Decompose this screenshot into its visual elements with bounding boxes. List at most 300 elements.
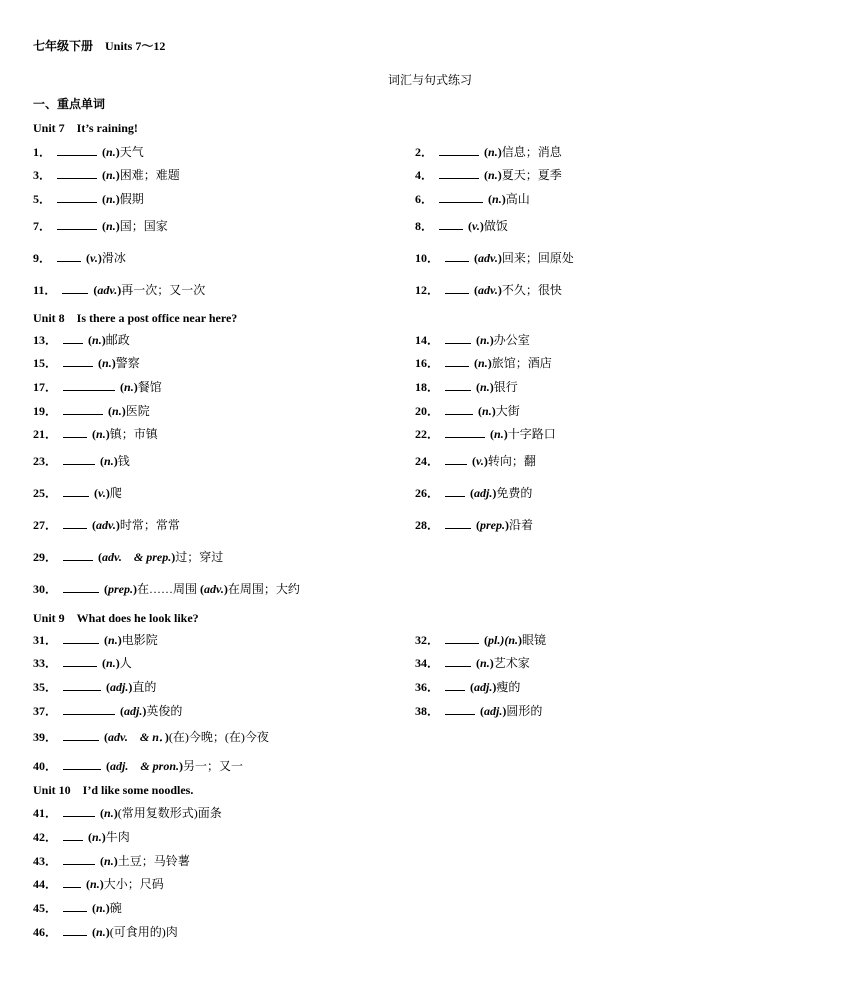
open-paren: ( (85, 333, 93, 347)
item-number: 10． (415, 251, 440, 265)
close-paren: ) (105, 427, 110, 441)
open-paren: ( (91, 486, 99, 500)
part-of-speech: adv. (478, 283, 498, 297)
open-paren: ( (467, 486, 475, 500)
vocab-item (33, 828, 130, 845)
open-paren: ( (473, 656, 481, 670)
part-of-speech: prep. (480, 518, 506, 532)
close-paren: ) (105, 486, 110, 500)
answer-blank[interactable] (63, 518, 87, 529)
definition: 大小；尺码 (103, 877, 164, 891)
item-number: 22． (415, 427, 440, 441)
item-number: 39． (33, 730, 58, 744)
close-paren: ) (115, 168, 120, 182)
answer-blank[interactable] (445, 656, 471, 667)
part-of-speech: n. (478, 356, 488, 370)
part-of-speech: n. (92, 333, 102, 347)
close-paren: ) (111, 356, 116, 370)
close-paren: ) (117, 633, 122, 647)
vocab-item (33, 281, 205, 298)
definition: 艺术家 (493, 656, 530, 670)
item-number: 30． (33, 582, 58, 596)
open-paren: ( (103, 759, 111, 773)
part-of-speech: n. (104, 854, 114, 868)
definition: 银行 (493, 380, 518, 394)
close-paren: ) (133, 582, 138, 596)
answer-blank[interactable] (57, 251, 81, 262)
definition: (常用复数形式)面条 (117, 806, 222, 820)
open-paren: ( (465, 219, 473, 233)
part-of-speech: n. (104, 454, 114, 468)
answer-blank[interactable] (63, 730, 99, 741)
part-of-speech: n. (112, 404, 122, 418)
answer-blank[interactable] (445, 251, 469, 262)
part-of-speech: adj. (124, 704, 143, 718)
item-number: 7． (33, 219, 52, 233)
close-paren: ) (115, 518, 120, 532)
part-of-speech: n. (108, 633, 118, 647)
item-number: 1． (33, 145, 52, 159)
answer-blank[interactable] (445, 680, 465, 691)
answer-blank[interactable] (63, 582, 99, 593)
answer-blank[interactable] (63, 427, 87, 438)
part-of-speech: adv. & prep. (102, 550, 172, 564)
vocab-item (33, 923, 178, 940)
definition: 在周围；大约 (227, 582, 300, 596)
open-paren: ( (89, 427, 97, 441)
unit-heading-10: Unit 10 I’d like some noodles. (33, 783, 194, 797)
answer-blank[interactable] (57, 192, 97, 203)
open-paren: ( (99, 145, 107, 159)
open-paren: ( (101, 582, 109, 596)
answer-blank[interactable] (62, 283, 88, 294)
part-of-speech: adv. (97, 283, 118, 297)
open-paren: ( (83, 251, 91, 265)
open-paren: ( (95, 356, 103, 370)
close-paren: ) (115, 219, 120, 233)
definition: 回来；回原处 (501, 251, 574, 265)
vocab-item (33, 702, 182, 719)
part-of-speech: n. (480, 656, 490, 670)
close-paren: ) (489, 380, 494, 394)
item-number: 31． (33, 633, 58, 647)
vocab-item (415, 484, 532, 501)
answer-blank[interactable] (439, 168, 479, 179)
vocab-item (415, 425, 556, 442)
open-paren: ( (105, 404, 113, 418)
definition: 镇；市镇 (109, 427, 158, 441)
open-paren: ( (95, 550, 103, 564)
item-number: 29． (33, 550, 58, 564)
part-of-speech: n. (124, 380, 134, 394)
part-of-speech: n. (480, 380, 490, 394)
item-number: 44． (33, 877, 58, 891)
open-paren: ( (103, 680, 111, 694)
item-number: 15． (33, 356, 58, 370)
part-of-speech: pl.)(n. (488, 633, 519, 647)
vocab-item (415, 631, 546, 648)
answer-blank[interactable] (63, 486, 89, 497)
answer-blank[interactable] (445, 404, 473, 415)
part-of-speech: n. (488, 145, 498, 159)
item-number: 6． (415, 192, 434, 206)
item-number: 24． (415, 454, 440, 468)
part-of-speech: n. (104, 806, 114, 820)
answer-blank[interactable] (445, 704, 475, 715)
open-paren: ( (97, 806, 105, 820)
open-paren: ( (99, 656, 107, 670)
definition: 钱 (117, 454, 130, 468)
answer-blank[interactable] (57, 168, 97, 179)
vocab-item (33, 516, 180, 533)
item-number: 2． (415, 145, 434, 159)
answer-blank[interactable] (63, 333, 83, 344)
definition: 圆形的 (506, 704, 543, 718)
definition: 另一；又一 (183, 759, 244, 773)
vocab-item (33, 378, 162, 395)
answer-blank[interactable] (63, 633, 99, 644)
open-paren: ( (99, 219, 107, 233)
definition: 爬 (109, 486, 122, 500)
part-of-speech: n. (482, 404, 492, 418)
part-of-speech: n. (480, 333, 490, 347)
answer-blank[interactable] (63, 759, 101, 770)
open-paren: ( (487, 427, 495, 441)
vocab-item (33, 402, 150, 419)
close-paren: ) (492, 680, 497, 694)
answer-blank[interactable] (57, 145, 97, 156)
part-of-speech: n. (92, 830, 102, 844)
answer-blank[interactable] (439, 192, 483, 203)
open-paren: ( (97, 454, 105, 468)
close-paren: ) (128, 680, 133, 694)
open-paren: ( (471, 283, 479, 297)
definition: 再一次；又一次 (121, 283, 206, 297)
close-paren: ) (518, 633, 523, 647)
vocab-item (415, 702, 542, 719)
answer-blank[interactable] (445, 486, 465, 497)
vocab-item (33, 425, 158, 442)
item-number: 9． (33, 251, 52, 265)
vocab-item (415, 654, 530, 671)
definition: 国；国家 (119, 219, 168, 233)
close-paren: ) (487, 356, 492, 370)
part-of-speech: n. (106, 192, 116, 206)
vocab-item (33, 728, 269, 745)
open-paren: ( (473, 518, 481, 532)
answer-blank[interactable] (63, 901, 87, 912)
item-number: 42． (33, 830, 58, 844)
item-number: 46． (33, 925, 58, 939)
definition: (可食用的)肉 (109, 925, 178, 939)
answer-blank[interactable] (445, 333, 471, 344)
item-number: 41． (33, 806, 58, 820)
vocab-item (33, 484, 122, 501)
part-of-speech: n. (494, 427, 504, 441)
definition: 天气 (119, 145, 144, 159)
definition: 沿着 (509, 518, 534, 532)
vocab-item (415, 249, 574, 266)
answer-blank[interactable] (445, 633, 479, 644)
vocab-item (33, 452, 130, 469)
definition: 困难；难题 (119, 168, 180, 182)
definition: 土豆；马铃薯 (117, 854, 190, 868)
item-number: 21． (33, 427, 58, 441)
item-number: 8． (415, 219, 434, 233)
open-paren: ( (97, 854, 105, 868)
open-paren: ( (89, 925, 97, 939)
open-paren: ( (471, 251, 479, 265)
item-number: 43． (33, 854, 58, 868)
item-number: 13． (33, 333, 58, 347)
vocab-item (415, 678, 520, 695)
part-of-speech: v. (476, 454, 484, 468)
definition: 十字路口 (507, 427, 556, 441)
item-number: 37． (33, 704, 58, 718)
open-paren: ( (90, 283, 98, 297)
answer-blank[interactable] (63, 854, 95, 865)
close-paren: ) (223, 582, 228, 596)
close-paren: ) (489, 656, 494, 670)
answer-blank[interactable] (63, 704, 115, 715)
vocab-item (415, 402, 520, 419)
answer-blank[interactable] (445, 454, 467, 465)
part-of-speech: n. (492, 192, 502, 206)
section-heading: 一、重点单词 (33, 97, 106, 111)
answer-blank[interactable] (63, 806, 95, 817)
item-number: 18． (415, 380, 440, 394)
answer-blank[interactable] (445, 283, 469, 294)
vocab-item (415, 166, 562, 183)
part-of-speech: n. (90, 877, 100, 891)
close-paren: ) (115, 145, 120, 159)
vocab-item (415, 354, 552, 371)
definition: 瘦的 (496, 680, 521, 694)
part-of-speech: adj. (474, 486, 493, 500)
unit-heading-7: Unit 7 It’s raining! (33, 121, 138, 135)
page-header: 七年级下册 Units 7～12 (33, 39, 166, 53)
open-paren: ( (469, 454, 477, 468)
part-of-speech: v. (472, 219, 480, 233)
vocab-item (415, 452, 536, 469)
part-of-speech: n. (96, 925, 106, 939)
close-paren: ) (497, 145, 502, 159)
part-of-speech: adv. (204, 582, 224, 596)
item-number: 20． (415, 404, 440, 418)
vocab-item (33, 190, 144, 207)
close-paren: ) (483, 454, 488, 468)
vocab-item (33, 143, 144, 160)
definition: 邮政 (105, 333, 130, 347)
item-number: 23． (33, 454, 58, 468)
open-paren: ( (481, 168, 489, 182)
close-paren: ) (101, 333, 106, 347)
item-number: 32． (415, 633, 440, 647)
open-paren: ( (117, 704, 125, 718)
close-paren: ) (479, 219, 484, 233)
vocab-item (33, 852, 190, 869)
item-number: 36． (415, 680, 440, 694)
answer-blank[interactable] (63, 877, 81, 888)
definition: 餐馆 (137, 380, 162, 394)
close-paren: ) (97, 251, 102, 265)
answer-blank[interactable] (63, 454, 95, 465)
vocab-item (33, 548, 223, 565)
close-paren: ) (492, 486, 497, 500)
page-title: 词汇与句式练习 (387, 73, 472, 87)
item-number: 35． (33, 680, 58, 694)
item-number: 11． (33, 283, 57, 297)
item-number: 34． (415, 656, 440, 670)
open-paren: ( (471, 356, 479, 370)
close-paren: ) (491, 404, 496, 418)
open-paren: ( (467, 680, 475, 694)
open-paren: ( (477, 704, 485, 718)
part-of-speech: v. (90, 251, 98, 265)
definition: 办公室 (493, 333, 530, 347)
definition: 时常；常常 (119, 518, 180, 532)
answer-blank[interactable] (63, 830, 83, 841)
answer-blank[interactable] (439, 219, 463, 230)
part-of-speech: adj. (474, 680, 493, 694)
definition: 旅馆；酒店 (491, 356, 552, 370)
answer-blank[interactable] (445, 427, 485, 438)
open-paren: ( (481, 145, 489, 159)
close-paren: ) (505, 518, 510, 532)
vocab-item (33, 875, 164, 892)
vocab-item (415, 190, 530, 207)
definition: 牛肉 (105, 830, 130, 844)
definition: 医院 (125, 404, 150, 418)
close-paren: ) (105, 901, 110, 915)
vocab-item (33, 678, 156, 695)
part-of-speech: adj. (110, 680, 129, 694)
part-of-speech: n. (102, 356, 112, 370)
part-of-speech: adj. & pron. (110, 759, 180, 773)
close-paren: ) (502, 704, 507, 718)
definition: 转向；翻 (487, 454, 536, 468)
answer-blank[interactable] (63, 550, 93, 561)
open-paren: ( (101, 730, 109, 744)
item-number: 17． (33, 380, 58, 394)
close-paren: ) (115, 192, 120, 206)
definition: 在……周围 (137, 582, 198, 596)
close-paren: ) (497, 251, 502, 265)
open-paren: ( (99, 168, 107, 182)
part-of-speech: prep. (108, 582, 134, 596)
item-number: 45． (33, 901, 58, 915)
vocab-item (33, 331, 130, 348)
definition: 直的 (132, 680, 157, 694)
answer-blank[interactable] (445, 356, 469, 367)
definition: 信息；消息 (501, 145, 562, 159)
vocab-item (33, 804, 222, 821)
vocab-item (415, 217, 508, 234)
answer-blank[interactable] (63, 680, 101, 691)
item-number: 4． (415, 168, 434, 182)
item-number: 40． (33, 759, 58, 773)
answer-blank[interactable] (63, 404, 103, 415)
definition: 眼镜 (522, 633, 547, 647)
open-paren: ( (89, 518, 97, 532)
answer-blank[interactable] (63, 925, 87, 936)
answer-blank[interactable] (57, 219, 97, 230)
open-paren: ( (473, 333, 481, 347)
definition: 做饭 (483, 219, 508, 233)
definition: 碗 (109, 901, 122, 915)
item-number: 25． (33, 486, 58, 500)
vocab-item (33, 217, 168, 234)
answer-blank[interactable] (63, 656, 97, 667)
part-of-speech: adv. (478, 251, 498, 265)
item-number: 38． (415, 704, 440, 718)
definition: 不久；很快 (501, 283, 562, 297)
definition: 高山 (505, 192, 530, 206)
answer-blank[interactable] (63, 356, 93, 367)
item-number: 16． (415, 356, 440, 370)
item-number: 5． (33, 192, 52, 206)
unit-heading-9: Unit 9 What does he look like? (33, 611, 199, 625)
item-number: 19． (33, 404, 58, 418)
close-paren: ) (497, 283, 502, 297)
part-of-speech: n. (106, 656, 116, 670)
vocab-item (415, 516, 533, 533)
item-number: 27． (33, 518, 58, 532)
unit-heading-8: Unit 8 Is there a post office near here? (33, 311, 238, 325)
definition: 过；穿过 (175, 550, 224, 564)
definition: 夏天；夏季 (501, 168, 562, 182)
close-paren: ) (113, 454, 118, 468)
close-paren: ) (133, 380, 138, 394)
item-number: 12． (415, 283, 440, 297)
item-number: 33． (33, 656, 58, 670)
part-of-speech: adv. (96, 518, 116, 532)
definition: 警察 (115, 356, 140, 370)
vocab-item (33, 631, 158, 648)
open-paren: ( (89, 901, 97, 915)
close-paren: ) (501, 192, 506, 206)
close-paren: ) (115, 656, 120, 670)
close-paren: ) (101, 830, 106, 844)
close-paren: ) (489, 333, 494, 347)
close-paren: ) (113, 806, 118, 820)
open-paren: ( (83, 877, 91, 891)
answer-blank[interactable] (445, 380, 471, 391)
vocab-item (33, 654, 132, 671)
open-paren: ( (101, 633, 109, 647)
close-paren: ) (99, 877, 104, 891)
close-paren: ) (121, 404, 126, 418)
part-of-speech: n. (96, 427, 106, 441)
vocab-item (33, 249, 126, 266)
open-paren: ( (85, 830, 93, 844)
definition: 免费的 (496, 486, 533, 500)
close-paren: ) (179, 759, 184, 773)
open-paren: ( (475, 404, 483, 418)
answer-blank[interactable] (445, 518, 471, 529)
answer-blank[interactable] (439, 145, 479, 156)
vocab-item (415, 378, 518, 395)
open-paren: ( (117, 380, 125, 394)
vocab-item (33, 580, 300, 597)
item-number: 26． (415, 486, 440, 500)
close-paren: ) (113, 854, 118, 868)
part-of-speech: v. (98, 486, 106, 500)
part-of-speech: n. (106, 168, 116, 182)
answer-blank[interactable] (63, 380, 115, 391)
vocab-item (33, 354, 140, 371)
open-paren: ( (481, 633, 489, 647)
